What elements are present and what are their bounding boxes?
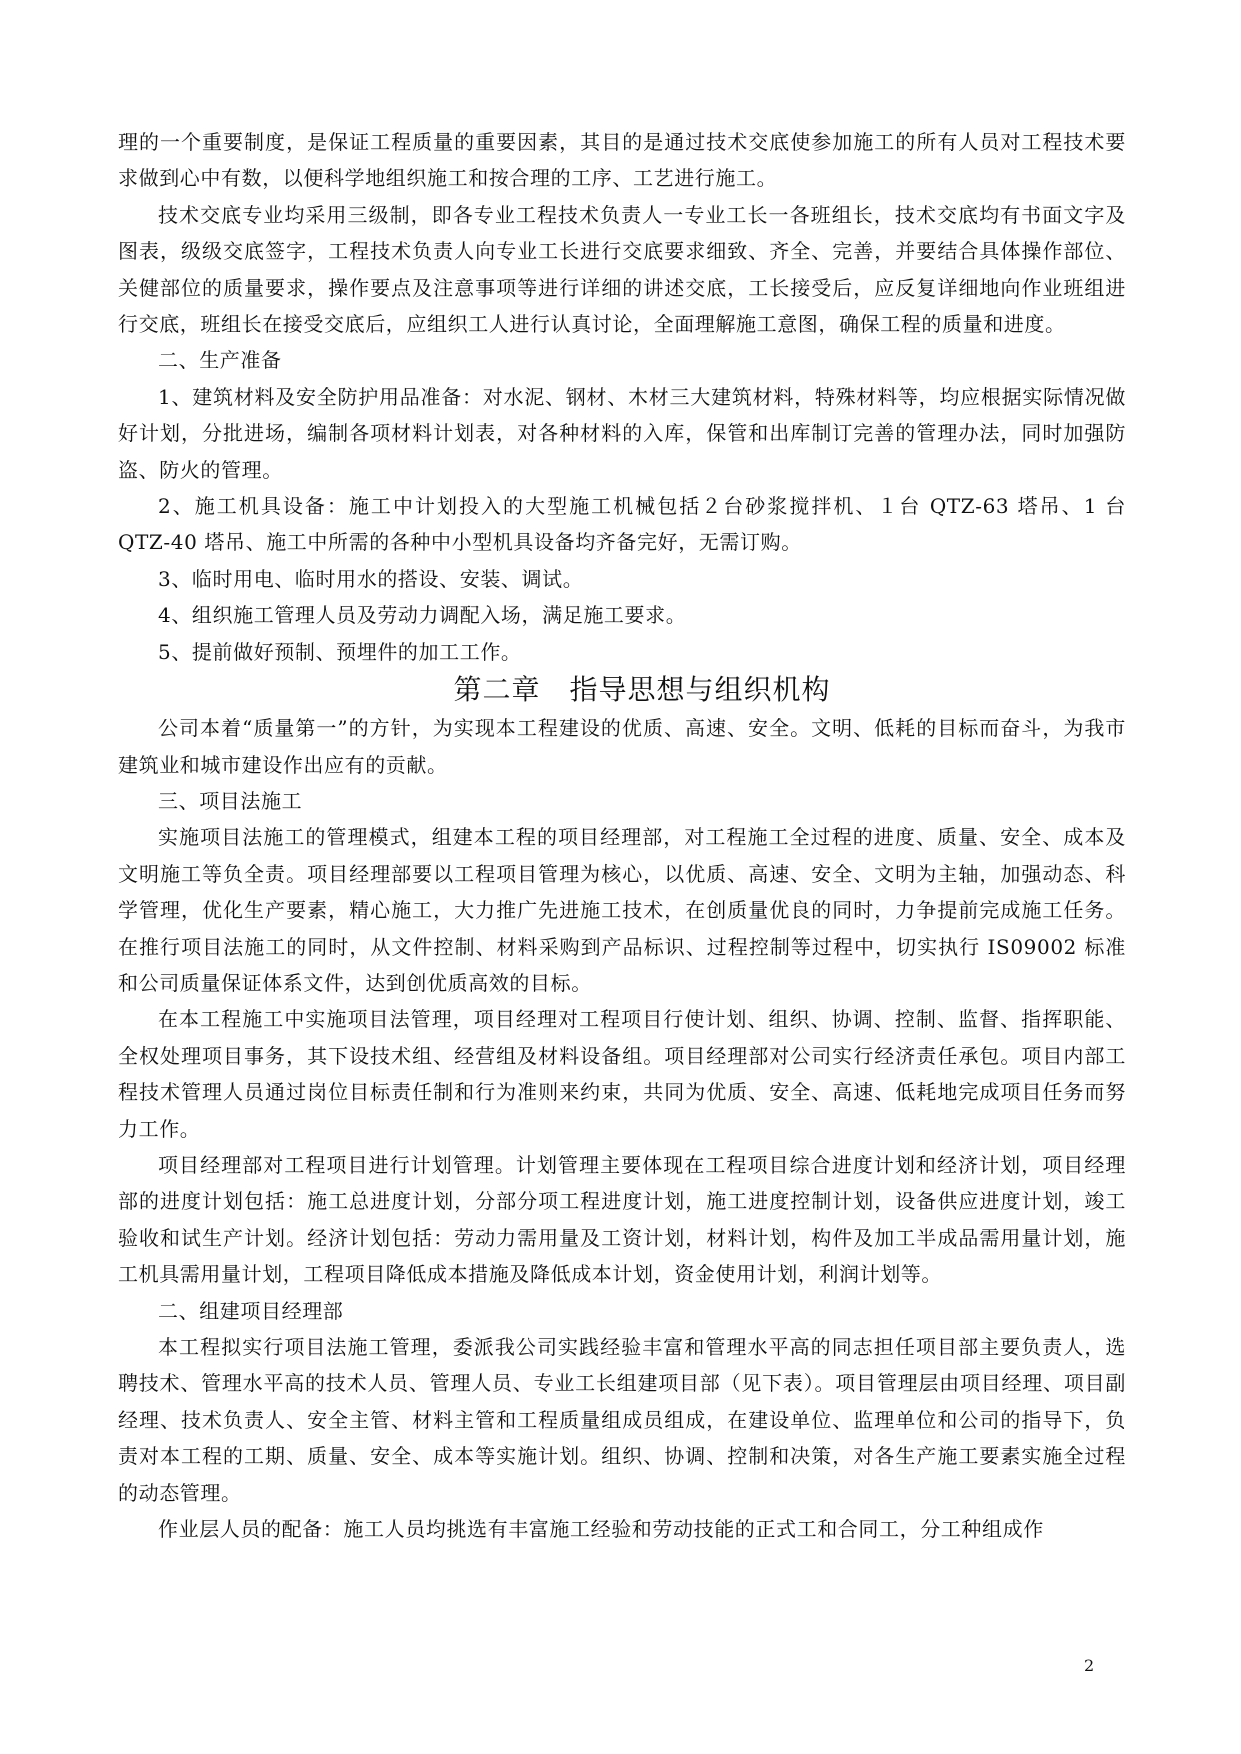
section-guiding-ideology [118,710,1126,1547]
page-number: 2 [1084,1656,1095,1675]
section-preparation [118,124,1126,670]
section-heading: 二、组建项目经理部 [158,1298,344,1323]
paragraph: 5、提前做好预制、预埋件的加工工作。 [158,639,522,664]
section-heading: 三、项目法施工 [158,788,303,813]
paragraph: 1、建筑材料及安全防护用品准备：对水泥、钢材、木材三大建筑材料，特殊材料等，均应根据实际情况做好计划，分批进场，编制各项材料计划表，对各种材料的入库，保管和出库制订完善的管理办法，同时加强防盗、防火的管理。 [118,384,1126,482]
paragraph: 本工程拟实行项目法施工管理，委派我公司实践经验丰富和管理水平高的同志担任项目部主要负责人，选聘技术、管理水平高的技术人员、管理人员、专业工长组建项目部（见下表）。项目管理层由项目经理、项目副经理、技术负责人、安全主管、材料主管和工程质量组成员组成，在建设单位、监理单位和公司的指导下，负责对本工程的工期、质量、安全、成本等实施计划。组织、协调、控制和决策，对各生产施工要素实施全过程的动态管理。 [118,1335,1126,1505]
paragraph: 实施项目法施工的管理模式，组建本工程的项目经理部，对工程施工全过程的进度、质量、安全、成本及文明施工等负全责。项目经理部要以工程项目管理为核心，以优质、高速、安全、文明为主轴，加强动态、科学管理，优化生产要素，精心施工，大力推广先进施工技术，在创质量优良的同时，力争提前完成施工任务。在推行项目法施工的同时，从文件控制、材料采购到产品标识、过程控制等过程中，切实执行 IS09002 标准和公司质量保证体系文件，达到创优质高效的目标。 [118,825,1126,995]
paragraph: 在本工程施工中实施项目法管理，项目经理对工程项目行使计划、组织、协调、控制、监督、指挥职能、全权处理项目事务，其下设技术组、经营组及材料设备组。项目经理部对公司实行经济责任承包。项目内部工程技术管理人员通过岗位目标责任制和行为准则来约束，共同为优质、安全、高速、低耗地完成项目任务而努力工作。 [118,1007,1126,1141]
paragraph: 4、组织施工管理人员及劳动力调配入场，满足施工要求。 [158,603,687,628]
paragraph: 技术交底专业均采用三级制，即各专业工程技术负责人一专业工长一各班组长，技术交底均有书面文字及图表，级级交底签字，工程技术负责人向专业工长进行交底要求细致、齐全、完善，并要结合具体操作部位、关健部位的质量要求，操作要点及注意事项等进行详细的讲述交底，工长接受后，应反复详细地向作业班组进行交底，班组长在接受交底后，应组织工人进行认真讨论，全面理解施工意图，确保工程的质量和进度。 [118,202,1126,337]
page-body [118,124,1126,1547]
paragraph: 项目经理部对工程项目进行计划管理。计划管理主要体现在工程项目综合进度计划和经济计划，项目经理部的进度计划包括：施工总进度计划，分部分项工程进度计划，施工进度控制计划，设备供应进度计划，竣工验收和试生产计划。经济计划包括：劳动力需用量及工资计划，材料计划，构件及加工半成品需用量计划，施工机具需用量计划，工程项目降低成本措施及降低成本计划，资金使用计划，利润计划等。 [118,1152,1126,1287]
paragraph: 作业层人员的配备：施工人员均挑选有丰富施工经验和劳动技能的正式工和合同工，分工种组成作 [158,1517,1044,1542]
paragraph: 公司本着“质量第一”的方针，为实现本工程建设的优质、高速、安全。文明、低耗的目标而奋斗，为我市建筑业和城市建设作出应有的贡献。 [118,716,1126,777]
paragraph: 理的一个重要制度，是保证工程质量的重要因素，其目的是通过技术交底使参加施工的所有人员对工程技术要求做到心中有数，以便科学地组织施工和按合理的工序、工艺进行施工。 [118,130,1126,191]
paragraph: 3、临时用电、临时用水的搭设、安装、调试。 [158,566,584,591]
paragraph: 2、施工机具设备：施工中计划投入的大型施工机械包括２台砂浆搅拌机、１台 QTZ-63 塔吊、1 台 QTZ-40 塔吊、施工中所需的各种中小型机具设备均齐备完好，无需订购。 [118,494,1126,555]
section-heading: 二、生产准备 [158,348,282,373]
chapter-title: 第二章 指导思想与组织机构 [453,673,831,707]
